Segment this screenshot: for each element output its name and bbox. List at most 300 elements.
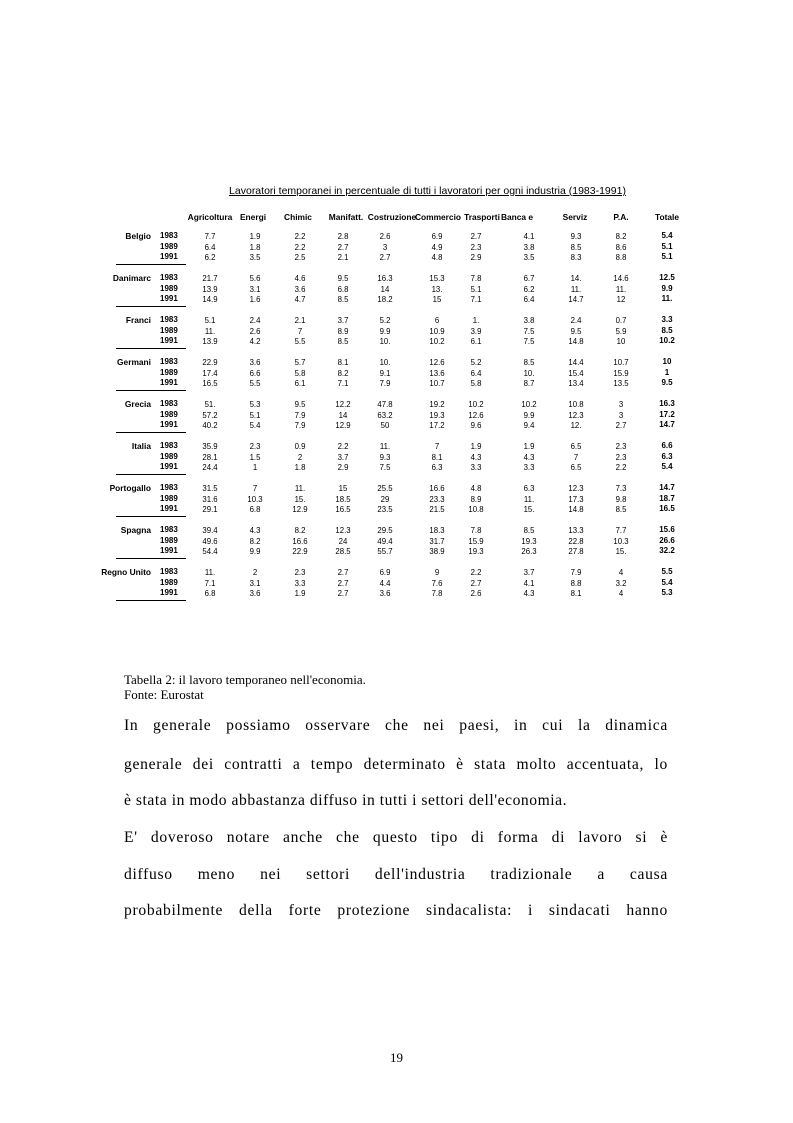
- page-number: 19: [390, 1050, 403, 1065]
- table-cell: 28.5: [335, 547, 351, 556]
- table-cell: 2.7: [470, 578, 482, 588]
- table-cell: 1.9: [523, 442, 535, 451]
- table-cell: 8.8: [615, 253, 627, 262]
- table-cell: 11.: [204, 326, 216, 336]
- table-cell: 2.6: [249, 326, 261, 336]
- table-cell: 2.7: [470, 232, 482, 241]
- table-cell: 8.1: [337, 358, 349, 367]
- table-cell: 1.9: [294, 589, 306, 598]
- table-cell: 13.5: [613, 379, 629, 388]
- table-cell: 7.9: [570, 568, 582, 577]
- group-divider: [116, 390, 186, 391]
- table-cell: 9: [434, 568, 440, 577]
- table-cell: 3.3: [523, 463, 535, 472]
- table-cell: 15.: [615, 547, 627, 556]
- row-total: 6.3: [661, 451, 673, 461]
- table-cell: 7.8: [470, 274, 482, 283]
- table-cell: 14.4: [568, 358, 584, 367]
- table-cell: 0.9: [294, 442, 306, 451]
- table-cell: 6: [434, 316, 440, 325]
- table-cell: 8.1: [570, 589, 582, 598]
- table-cell: 13.3: [568, 526, 584, 535]
- row-total: 5.5: [661, 567, 673, 576]
- row-year: 1991: [160, 504, 178, 513]
- table-cell: 10.2: [429, 337, 445, 346]
- table-cell: 22.9: [292, 547, 308, 556]
- table-cell: 9.3: [379, 452, 391, 462]
- table-cell: 8.5: [337, 337, 349, 346]
- table-cell: 2.7: [337, 568, 349, 577]
- country-name: Danimarc: [112, 273, 151, 283]
- table-cell: 9.5: [294, 400, 306, 409]
- table-cell: 15: [338, 484, 348, 493]
- table-cell: 4.8: [431, 253, 443, 262]
- table-cell: 8.6: [615, 242, 627, 252]
- table-cell: 6.8: [249, 505, 261, 514]
- table-cell: 29.1: [202, 505, 218, 514]
- table-cell: 7.1: [337, 379, 349, 388]
- table-cell: 2.2: [294, 242, 306, 252]
- table-cell: 1: [252, 463, 258, 472]
- table-cell: 39.4: [202, 526, 218, 535]
- table-cell: 11.: [204, 568, 216, 577]
- table-cell: 24.4: [202, 463, 218, 472]
- table-cell: 9.1: [379, 368, 391, 378]
- table-cell: 4.1: [523, 232, 535, 241]
- row-year: 1991: [160, 420, 178, 429]
- table-cell: 4.9: [431, 242, 443, 252]
- table-cell: 6.2: [523, 284, 535, 294]
- country-name: Germani: [117, 357, 151, 367]
- table-cell: 51.: [204, 400, 216, 409]
- table-cell: 21.7: [202, 274, 218, 283]
- row-year: 1983: [160, 231, 178, 240]
- row-total: 16.5: [659, 504, 675, 513]
- table-cell: 29: [380, 494, 390, 504]
- table-cell: 3.9: [470, 326, 482, 336]
- column-header: Trasporti: [464, 212, 500, 222]
- row-total: 8.5: [661, 325, 673, 335]
- group-divider: [116, 474, 186, 475]
- table-cell: 8.2: [615, 232, 627, 241]
- table-cell: 6.2: [204, 253, 216, 262]
- table-cell: 4.8: [470, 484, 482, 493]
- row-year: 1991: [160, 294, 178, 303]
- table-title: Lavoratori temporanei in percentuale di tutti i lavoratori per ogni industria (1983-1991): [229, 185, 626, 197]
- country-name: Italia: [131, 441, 151, 451]
- group-divider: [116, 432, 186, 433]
- table-cell: 6.7: [523, 274, 535, 283]
- table-cell: 9.6: [470, 421, 482, 430]
- table-cell: 6.4: [523, 295, 535, 304]
- table-cell: 2.3: [615, 452, 627, 462]
- table-cell: 4.1: [523, 578, 535, 588]
- table-cell: 10.2: [521, 400, 537, 409]
- table-cell: 15.: [523, 505, 535, 514]
- table-cell: 31.7: [429, 536, 445, 546]
- table-cell: 2.3: [294, 568, 306, 577]
- table-cell: 2.2: [337, 442, 349, 451]
- table-cell: 10.8: [468, 505, 484, 514]
- table-cell: 2.3: [249, 442, 261, 451]
- table-cell: 5.9: [615, 326, 627, 336]
- table-cell: 9.9: [249, 547, 261, 556]
- table-cell: 25.5: [377, 484, 393, 493]
- column-header: Manifatt.: [328, 212, 364, 222]
- table-cell: 28.1: [202, 452, 218, 462]
- table-cell: 5.3: [249, 400, 261, 409]
- table-cell: 9.8: [615, 494, 627, 504]
- table-cell: 15: [432, 295, 442, 304]
- table-cell: 6.1: [294, 379, 306, 388]
- table-cell: 14.7: [568, 295, 584, 304]
- table-cell: 10.8: [568, 400, 584, 409]
- table-cell: 4.3: [523, 452, 535, 462]
- row-year: 1989: [160, 451, 178, 461]
- caption-title: Tabella 2: il lavoro temporaneo nell'economia.: [124, 672, 366, 687]
- table-cell: 0.7: [615, 316, 627, 325]
- table-cell: 17.4: [202, 368, 218, 378]
- table-cell: 5.1: [470, 284, 482, 294]
- table-cell: 6.1: [470, 337, 482, 346]
- table-cell: 13.: [431, 284, 443, 294]
- table-cell: 50: [380, 421, 390, 430]
- table-cell: 5.4: [249, 421, 261, 430]
- table-cell: 7.7: [615, 526, 627, 535]
- table-cell: 6.3: [431, 463, 443, 472]
- table-cell: 3: [618, 410, 624, 420]
- column-header: Serviz: [562, 212, 588, 222]
- table-cell: 29.5: [377, 526, 393, 535]
- table-cell: 3.7: [523, 568, 535, 577]
- row-year: 1989: [160, 409, 178, 419]
- row-year: 1991: [160, 378, 178, 387]
- table-cell: 7.1: [204, 578, 216, 588]
- table-cell: 12.3: [335, 526, 351, 535]
- table-cell: 16.5: [335, 505, 351, 514]
- table-cell: 3.5: [523, 253, 535, 262]
- table-cell: 12.3: [568, 484, 584, 493]
- table-cell: 7: [434, 442, 440, 451]
- row-total: 12.5: [659, 273, 675, 282]
- row-year: 1989: [160, 577, 178, 587]
- table-cell: 5.5: [249, 379, 261, 388]
- row-total: 3.3: [661, 315, 673, 324]
- row-total: 16.3: [659, 399, 675, 408]
- table-cell: 14.9: [202, 295, 218, 304]
- table-cell: 15.4: [568, 368, 584, 378]
- table-cell: 2.6: [470, 589, 482, 598]
- table-cell: 19.3: [429, 410, 445, 420]
- table-cell: 4: [618, 568, 624, 577]
- table-cell: 4.3: [470, 452, 482, 462]
- table-cell: 9.4: [523, 421, 535, 430]
- row-total: 11.: [661, 294, 673, 303]
- table-cell: 1.: [472, 316, 480, 325]
- table-cell: 8.9: [470, 494, 482, 504]
- row-year: 1991: [160, 252, 178, 261]
- table-cell: 16.5: [202, 379, 218, 388]
- table-cell: 3.5: [249, 253, 261, 262]
- table-cell: 4.6: [294, 274, 306, 283]
- table-cell: 7.9: [294, 410, 306, 420]
- table-cell: 16.3: [377, 274, 393, 283]
- table-cell: 10.: [379, 358, 391, 367]
- table-cell: 7: [573, 452, 579, 462]
- table-cell: 6.3: [523, 484, 535, 493]
- table-cell: 5.1: [204, 316, 216, 325]
- table-cell: 15.3: [429, 274, 445, 283]
- row-year: 1983: [160, 483, 178, 492]
- table-cell: 12.6: [468, 410, 484, 420]
- table-cell: 2.7: [337, 578, 349, 588]
- table-cell: 4.2: [249, 337, 261, 346]
- table-cell: 22.9: [202, 358, 218, 367]
- table-cell: 23.5: [377, 505, 393, 514]
- table-cell: 17.3: [568, 494, 584, 504]
- table-cell: 63.2: [377, 410, 393, 420]
- table-cell: 4.7: [294, 295, 306, 304]
- caption-source: Fonte: Eurostat: [124, 687, 204, 702]
- table-cell: 10: [616, 337, 626, 346]
- group-divider: [116, 516, 186, 517]
- row-total: 9.5: [661, 378, 673, 387]
- table-cell: 19.3: [468, 547, 484, 556]
- table-cell: 6.4: [470, 368, 482, 378]
- table-cell: 3.7: [337, 316, 349, 325]
- row-total: 26.6: [659, 535, 675, 545]
- table-cell: 2.6: [379, 232, 391, 241]
- table-cell: 7.7: [204, 232, 216, 241]
- table-cell: 5.2: [379, 316, 391, 325]
- row-total: 18.7: [659, 493, 675, 503]
- table-cell: 3.6: [249, 589, 261, 598]
- row-year: 1989: [160, 535, 178, 545]
- table-cell: 3: [618, 400, 624, 409]
- table-cell: 16.6: [292, 536, 308, 546]
- table-cell: 6.5: [570, 442, 582, 451]
- row-total: 15.6: [659, 525, 675, 534]
- table-cell: 23.3: [429, 494, 445, 504]
- table-cell: 47.8: [377, 400, 393, 409]
- table-cell: 3.3: [294, 578, 306, 588]
- row-year: 1983: [160, 315, 178, 324]
- body-line-3: è stata in modo abbastanza diffuso in tutti i settori dell'economia.: [124, 792, 568, 809]
- table-cell: 18.5: [335, 494, 351, 504]
- table-cell: 57.2: [202, 410, 218, 420]
- country-name: Spagna: [120, 525, 151, 535]
- table-cell: 38.9: [429, 547, 445, 556]
- table-cell: 9.9: [379, 326, 391, 336]
- row-year: 1983: [160, 273, 178, 282]
- table-cell: 8.9: [337, 326, 349, 336]
- table-cell: 3.7: [337, 452, 349, 462]
- table-cell: 54.4: [202, 547, 218, 556]
- table-cell: 2.4: [249, 316, 261, 325]
- row-year: 1989: [160, 493, 178, 503]
- table-cell: 3.8: [523, 242, 535, 252]
- table-cell: 8.5: [570, 242, 582, 252]
- group-divider: [116, 264, 186, 265]
- body-line-1: In generale possiamo osservare che nei paesi, in cui la dinamica: [124, 717, 668, 734]
- row-total: 5.4: [661, 462, 673, 471]
- row-total: 10.2: [659, 336, 675, 345]
- group-divider: [116, 306, 186, 307]
- table-cell: 11.: [570, 284, 582, 294]
- table-cell: 15.: [294, 494, 306, 504]
- table-cell: 12: [616, 295, 626, 304]
- table-cell: 2.2: [615, 463, 627, 472]
- body-line-4: E' doveroso notare anche che questo tipo di forma di lavoro si è: [124, 829, 668, 846]
- table-cell: 8.5: [523, 526, 535, 535]
- table-cell: 3.1: [249, 578, 261, 588]
- table-cell: 22.8: [568, 536, 584, 546]
- table-cell: 15.9: [613, 368, 629, 378]
- table-cell: 7.5: [379, 463, 391, 472]
- body-line-2: generale dei contratti a tempo determinato è stata molto accentuata, lo: [124, 756, 668, 773]
- table-cell: 55.7: [377, 547, 393, 556]
- table-cell: 2.2: [470, 568, 482, 577]
- country-name: Portogallo: [109, 483, 151, 493]
- table-cell: 2: [297, 452, 303, 462]
- table-cell: 3: [382, 242, 388, 252]
- table-cell: 13.4: [568, 379, 584, 388]
- table-cell: 2.7: [337, 242, 349, 252]
- table-cell: 16.6: [429, 484, 445, 493]
- table-cell: 5.2: [470, 358, 482, 367]
- table-cell: 3.3: [470, 463, 482, 472]
- row-year: 1991: [160, 336, 178, 345]
- table-cell: 11.: [294, 484, 306, 493]
- table-cell: 24: [338, 536, 348, 546]
- table-cell: 7.3: [615, 484, 627, 493]
- column-header: Energi: [239, 212, 267, 222]
- table-cell: 10.3: [613, 536, 629, 546]
- table-cell: 49.4: [377, 536, 393, 546]
- table-cell: 8.7: [523, 379, 535, 388]
- table-cell: 4.3: [249, 526, 261, 535]
- table-cell: 14.8: [568, 505, 584, 514]
- table-cell: 7.9: [294, 421, 306, 430]
- table-cell: 18.2: [377, 295, 393, 304]
- table-cell: 10.3: [247, 494, 263, 504]
- country-name: Franci: [125, 315, 151, 325]
- table-cell: 1.8: [249, 242, 261, 252]
- table-cell: 6.5: [570, 463, 582, 472]
- table-cell: 10.7: [613, 358, 629, 367]
- row-year: 1991: [160, 588, 178, 597]
- table-cell: 7.1: [470, 295, 482, 304]
- table-cell: 40.2: [202, 421, 218, 430]
- table-cell: 5.1: [249, 410, 261, 420]
- row-total: 5.4: [661, 231, 673, 240]
- table-cell: 3.6: [294, 284, 306, 294]
- row-total: 5.3: [661, 588, 673, 597]
- table-cell: 14: [338, 410, 348, 420]
- table-cell: 2: [252, 568, 258, 577]
- column-header: Chimic: [284, 212, 312, 222]
- row-year: 1983: [160, 399, 178, 408]
- table-cell: 7.9: [379, 379, 391, 388]
- country-name: Grecia: [124, 399, 151, 409]
- table-cell: 49.6: [202, 536, 218, 546]
- table-cell: 4: [618, 589, 624, 598]
- table-cell: 2.2: [294, 232, 306, 241]
- table-cell: 12.6: [429, 358, 445, 367]
- table-cell: 9.5: [337, 274, 349, 283]
- table-cell: 15.9: [468, 536, 484, 546]
- table-cell: 2.5: [294, 253, 306, 262]
- table-cell: 7.5: [523, 337, 535, 346]
- table-cell: 1.9: [249, 232, 261, 241]
- row-total: 17.2: [659, 409, 675, 419]
- row-year: 1989: [160, 241, 178, 251]
- table-cell: 14.: [570, 274, 582, 283]
- table-cell: 2.7: [337, 589, 349, 598]
- row-total: 32.2: [659, 546, 675, 555]
- table-cell: 2.7: [379, 253, 391, 262]
- table-cell: 2.8: [337, 232, 349, 241]
- table-cell: 5.8: [294, 368, 306, 378]
- table-cell: 2.9: [470, 253, 482, 262]
- row-total: 14.7: [659, 420, 675, 429]
- table-cell: 12.9: [335, 421, 351, 430]
- table-cell: 12.9: [292, 505, 308, 514]
- table-cell: 8.5: [337, 295, 349, 304]
- table-cell: 21.5: [429, 505, 445, 514]
- table-cell: 6.8: [204, 589, 216, 598]
- table-cell: 4.4: [379, 578, 391, 588]
- table-cell: 27.8: [568, 547, 584, 556]
- table-cell: 26.3: [521, 547, 537, 556]
- country-name: Belgio: [125, 231, 151, 241]
- row-year: 1983: [160, 441, 178, 450]
- table-cell: 8.3: [570, 253, 582, 262]
- table-cell: 8.1: [431, 452, 443, 462]
- table-cell: 19.2: [429, 400, 445, 409]
- table-cell: 1.8: [294, 463, 306, 472]
- row-total: 5.1: [661, 241, 673, 251]
- table-cell: 8.5: [523, 358, 535, 367]
- table-cell: 19.3: [521, 536, 537, 546]
- table-cell: 7.8: [470, 526, 482, 535]
- column-header: Agricoltura: [187, 212, 233, 222]
- row-year: 1983: [160, 525, 178, 534]
- column-header: Totale: [654, 212, 680, 222]
- table-cell: 9.5: [570, 326, 582, 336]
- row-year: 1991: [160, 462, 178, 471]
- table-cell: 5.5: [294, 337, 306, 346]
- table-cell: 13.9: [202, 337, 218, 346]
- table-cell: 5.8: [470, 379, 482, 388]
- row-total: 9.9: [661, 283, 673, 293]
- table-cell: 14.8: [568, 337, 584, 346]
- table-cell: 7.5: [523, 326, 535, 336]
- table-cell: 18.3: [429, 526, 445, 535]
- row-year: 1989: [160, 283, 178, 293]
- table-cell: 9.9: [523, 410, 535, 420]
- column-header: Costruzione: [367, 212, 417, 222]
- table-cell: 14: [380, 284, 390, 294]
- table-cell: 2.7: [615, 421, 627, 430]
- table-cell: 3.6: [379, 589, 391, 598]
- table-cell: 12.: [570, 421, 582, 430]
- row-year: 1991: [160, 546, 178, 555]
- column-header: Banca e: [500, 212, 534, 222]
- table-cell: 13.9: [202, 284, 218, 294]
- table-cell: 12.3: [568, 410, 584, 420]
- table-cell: 9.3: [570, 232, 582, 241]
